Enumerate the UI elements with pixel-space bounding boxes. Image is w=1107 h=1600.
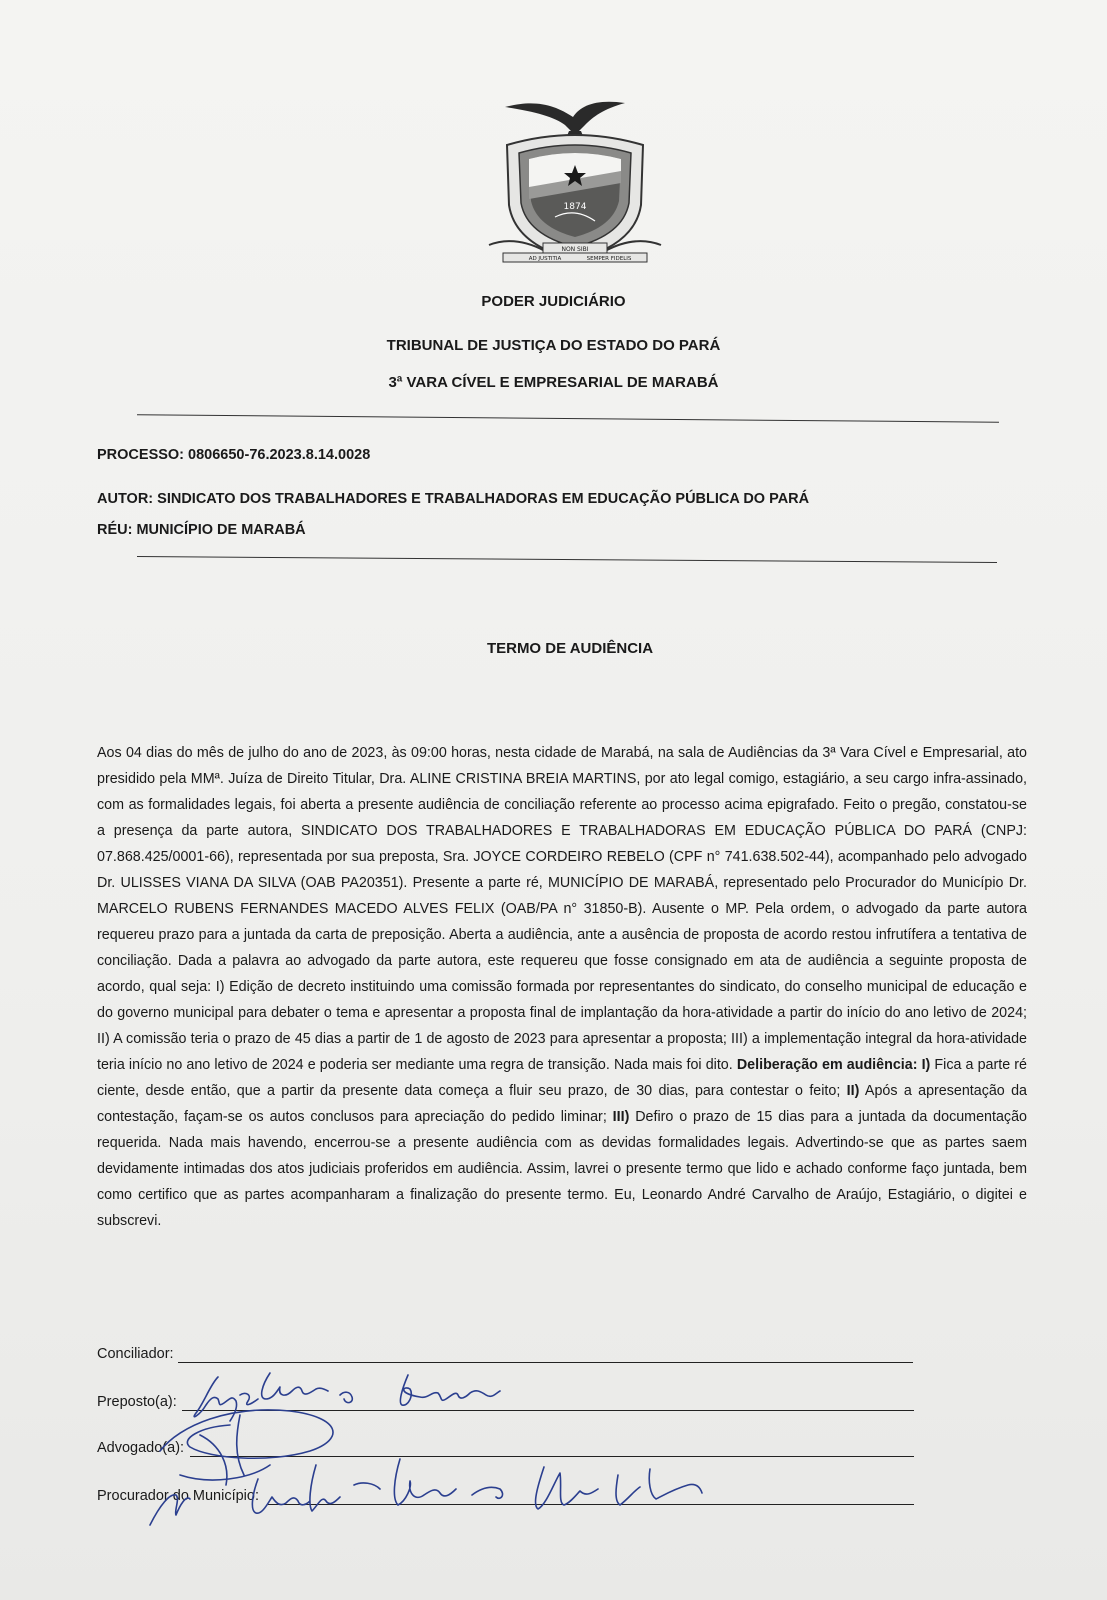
case-reu: RÉU: MUNICÍPIO DE MARABÁ (97, 522, 306, 538)
crest-motto-right: SEMPER FIDELIS (586, 256, 632, 262)
crest-year: 1874 (563, 202, 587, 212)
header-vara: 3ª VARA CÍVEL E EMPRESARIAL DE MARABÁ (388, 374, 719, 391)
document-title: TERMO DE AUDIÊNCIA (486, 640, 654, 657)
deliberation-label: Deliberação em audiência: I) (736, 1057, 931, 1073)
court-crest-logo (485, 95, 665, 270)
header-poder-judiciario: PODER JUDICIÁRIO (481, 293, 626, 310)
hearing-paragraph: Aos 04 dias do mês de julho do ano de 2023, às 09:00 horas, nesta cidade de Marabá, na sala de Audiências da 3ª Vara Cível e Empresarial, ato presidido pela MMª. Juíza de Direito Titular, Dra. ALINE CRISTINA BREIA MARTINS, por ato legal comigo, estagiário, a seu cargo infra-assinado, com as formalidades legais, foi aberta a presente audiência de conciliação referente ao processo acima epigrafado. Feito o pregão, constatou-se a presença da parte autora, SINDICATO DOS TRABALHADORES E TRABALHADORAS EM EDUCAÇÃO PÚBLICA DO PARÁ (CNPJ: 07.868.425/0001-66), representada por sua preposta, Sra. JOYCE CORDEIRO REBELO (CPF n° 741.638.502-44), acompanhado pelo advogado Dr. ULISSES VIANA DA SILVA (OAB PA20351). Presente a parte ré, MUNICÍPIO DE MARABÁ, representado pelo Procurador do Município Dr. MARCELO RUBENS FERNANDES MACEDO ALVES FELIX (OAB/PA n° 31850-B). Ausente o MP. Pela ordem, o advogado da parte autora requereu prazo para a juntada da carta de preposição. Aberta a audiência, ante a ausência de proposta de acordo restou infrutífera a tentativa de conciliação. Dada a palavra ao advogado da parte autora, este requereu que fosse consignado em ata de audiência a seguinte proposta de acordo, qual seja: I) Edição de decreto instituindo uma comissão formada por representantes do sindicato, do conselho municipal de educação e do governo municipal para debater o tema e apresentar a proposta final de implantação da hora-atividade a partir do início do ano letivo de 2024; II) A comissão teria o prazo de 45 dias a partir de 1 de agosto de 2023 para apresentar a proposta; III) a implementação integral da hora-atividade teria início no ano letivo de 2024 e poderia ser mediante uma regra de transição. Nada mais foi dito. (97, 745, 1027, 1073)
signature-label-advogado: Advogado(a): (97, 1440, 185, 1456)
case-processo: PROCESSO: 0806650-76.2023.8.14.0028 (97, 447, 371, 463)
header-rule-bottom (137, 556, 997, 563)
signature-preposto (194, 1373, 500, 1421)
signature-label-preposto: Preposto(a): (97, 1394, 177, 1410)
signature-label-conciliador: Conciliador: (97, 1346, 174, 1362)
header-tribunal: TRIBUNAL DE JUSTIÇA DO ESTADO DO PARÁ (386, 337, 721, 354)
signature-label-procurador: Procurador do Município: (97, 1488, 259, 1504)
case-autor: AUTOR: SINDICATO DOS TRABALHADORES E TRABALHADORAS EM EDUCAÇÃO PÚBLICA DO PARÁ (97, 491, 810, 507)
deliberation-label-2: II) (846, 1083, 860, 1099)
signature-advogado (160, 1410, 333, 1485)
hearing-text (97, 740, 1027, 1234)
header-rule-top (137, 414, 999, 423)
deliberation-item-2: Após a apresentação da contestação, façam-se os autos conclusos para apreciação do pedido liminar; (97, 1083, 1027, 1125)
deliberation-label-3: III) (612, 1109, 630, 1125)
crest-motto-left: AD JUSTITIA (528, 256, 562, 262)
deliberation-item-3: Defiro o prazo de 15 dias para a juntada da documentação requerida. Nada mais havendo, encerrou-se a presente audiência com as devidas formalidades legais. Advertindo-se que as partes saem devidamente intimadas dos atos judiciais proferidos em audiência. Assim, lavrei o presente termo que lido e achado conforme faço juntada, bem como certifico que as partes acompanharam a finalização do presente termo. Eu, Leonardo André Carvalho de Araújo, Estagiário, o digitei e subscrevi. (97, 1109, 1027, 1229)
deliberation-item-1: Fica a parte ré ciente, desde então, que a partir da presente data começa a fluir seu prazo, de 30 dias, para contestar o feito; (97, 1057, 1027, 1099)
signature-procurador (150, 1459, 702, 1525)
crest-motto: NON SIBI (561, 246, 589, 253)
handwritten-signatures (140, 1355, 740, 1545)
